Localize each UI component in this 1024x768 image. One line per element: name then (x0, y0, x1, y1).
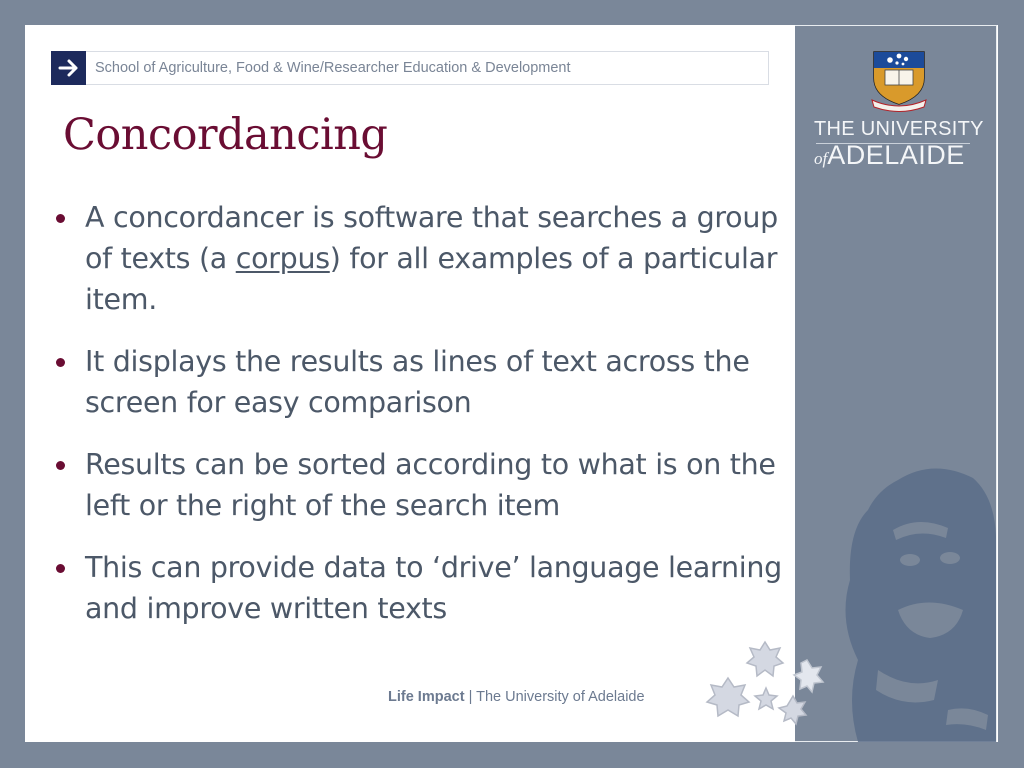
university-name-line2 (814, 140, 965, 171)
logo-adelaide: ADELAIDE (827, 140, 965, 170)
corpus-link[interactable]: corpus (235, 242, 330, 275)
footer-text: The University of Adelaide (476, 689, 645, 705)
footer-bold: Life Impact (388, 689, 465, 705)
university-name-line1: THE UNIVERSITY (814, 118, 984, 140)
footer (388, 689, 645, 705)
bullet-item: Results can be sorted according to what is on the left or the right of the search item (52, 444, 797, 526)
university-crest-icon (870, 50, 928, 114)
bullet-item: It displays the results as lines of text across the screen for easy comparison (52, 341, 797, 423)
footer-separator: | (464, 689, 477, 705)
bullet-item (52, 197, 797, 320)
logo-of: of (814, 149, 828, 168)
arrow-right-icon (51, 51, 86, 85)
breadcrumb (51, 51, 769, 85)
bullet-text: A concordancer is software that searches a group of texts (a (85, 201, 778, 275)
lion-watermark-icon (838, 460, 996, 742)
breadcrumb-text: School of Agriculture, Food & Wine/Researcher Education & Development (95, 60, 571, 76)
bullet-item: This can provide data to ‘drive’ language learning and improve written texts (52, 547, 797, 629)
page-title: Concordancing (63, 110, 388, 160)
bullet-text: ) for all examples of a particular item. (85, 242, 778, 316)
bullet-list (52, 197, 797, 650)
